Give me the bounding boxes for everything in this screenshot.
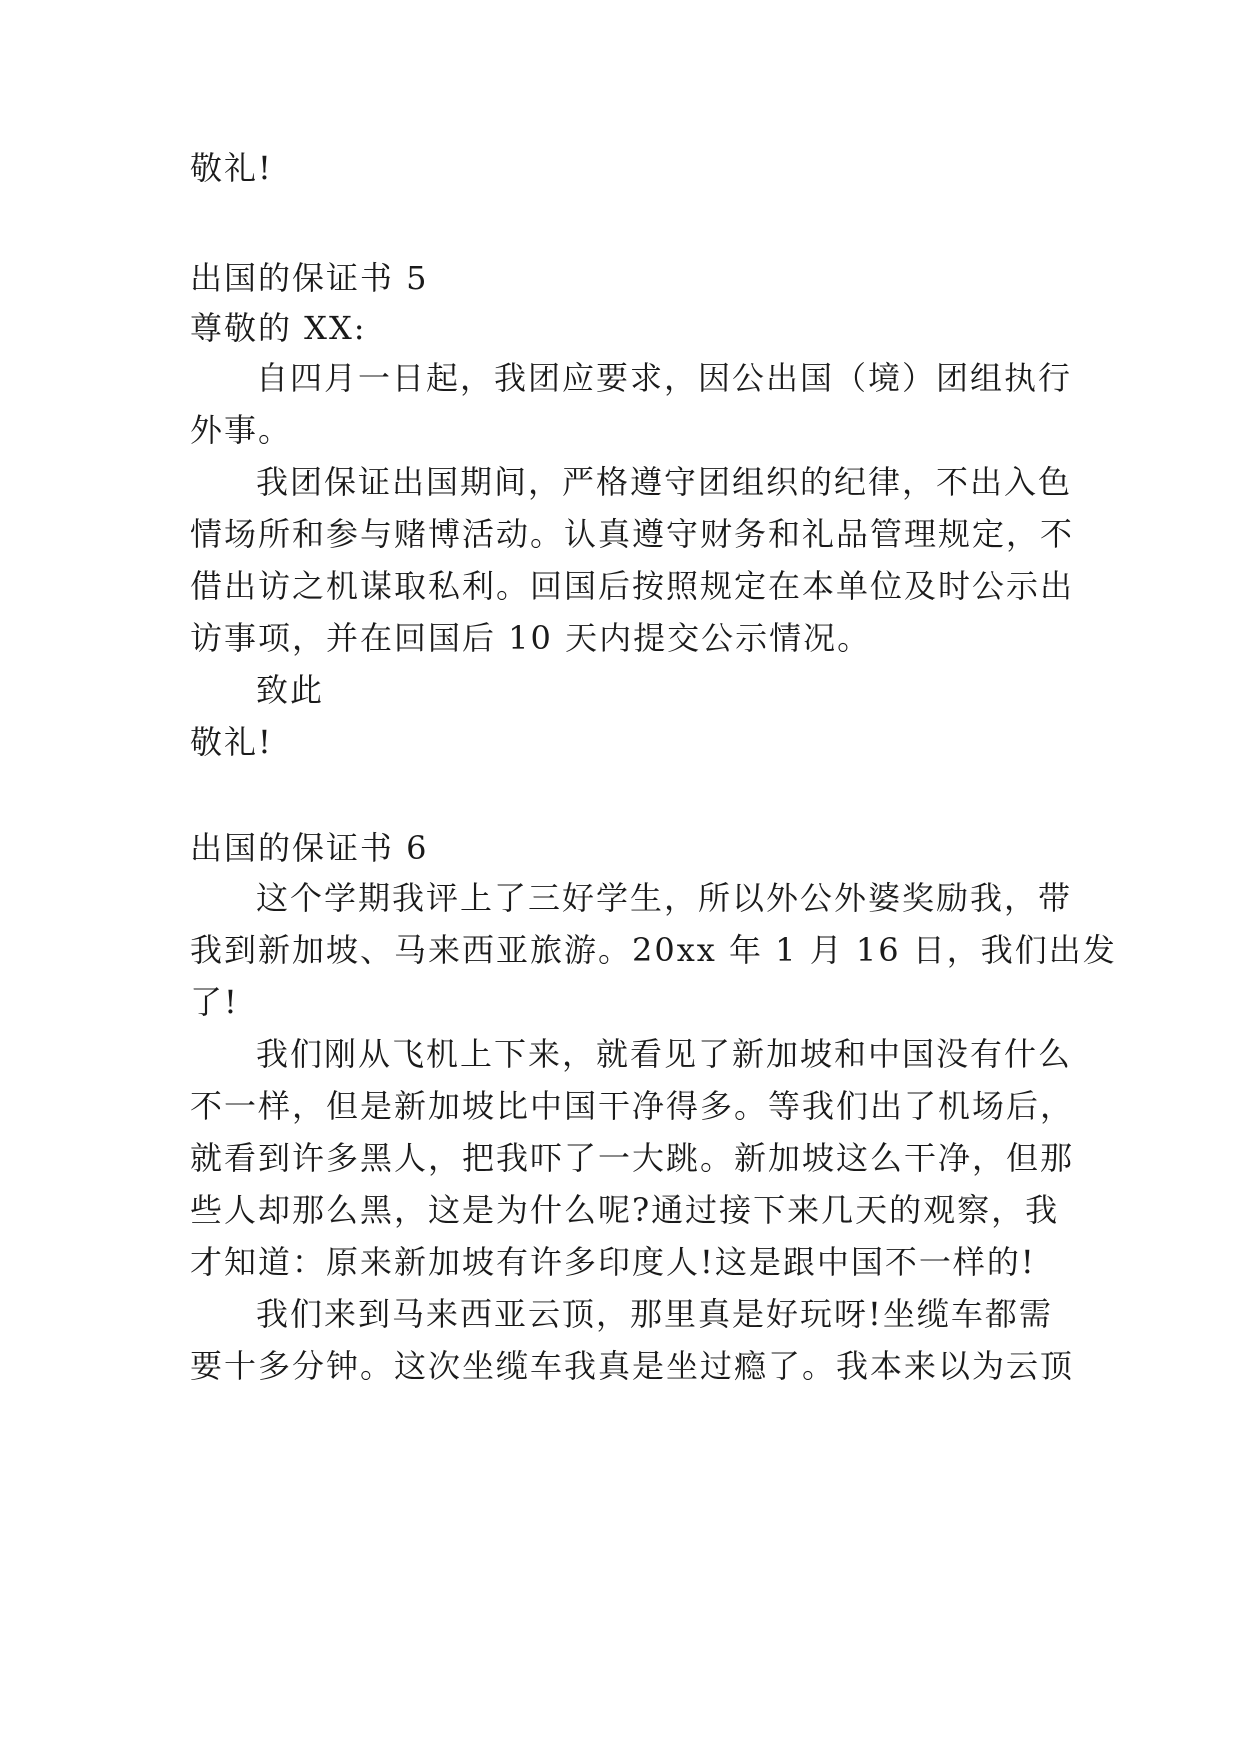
paragraph-line: 我们来到马来西亚云顶，那里真是好玩呀!坐缆车都需 [256,1295,1053,1333]
paragraph-line: 外事。 [190,411,293,449]
paragraph-line: 了! [190,983,239,1021]
paragraph-line: 才知道：原来新加坡有许多印度人!这是跟中国不一样的! [190,1243,1036,1281]
paragraph-line: 自四月一日起，我团应要求，因公出国（境）团组执行 [256,359,1073,397]
paragraph-line: 这个学期我评上了三好学生，所以外公外婆奖励我，带 [256,879,1073,917]
paragraph-line: 情场所和参与赌博活动。认真遵守财务和礼品管理规定，不 [190,515,1075,553]
zhici-line: 致此 [256,671,325,709]
paragraph-line: 我们刚从飞机上下来，就看见了新加坡和中国没有什么 [256,1035,1073,1073]
salutation: 尊敬的 XX: [190,309,367,347]
paragraph-line: 就看到许多黑人，把我吓了一大跳。新加坡这么干净，但那 [190,1139,1075,1177]
section-title: 出国的保证书 6 [190,829,429,867]
paragraph-line: 我团保证出国期间，严格遵守团组织的纪律，不出入色 [256,463,1073,501]
closing-line: 敬礼! [190,149,273,187]
paragraph-line: 些人却那么黑，这是为什么呢?通过接下来几天的观察，我 [190,1191,1060,1229]
section-title: 出国的保证书 5 [190,259,429,297]
paragraph-line: 借出访之机谋取私利。回国后按照规定在本单位及时公示出 [190,567,1075,605]
paragraph-line: 访事项，并在回国后 10 天内提交公示情况。 [190,619,872,657]
closing-line: 敬礼! [190,723,273,761]
paragraph-line: 要十多分钟。这次坐缆车我真是坐过瘾了。我本来以为云顶 [190,1347,1075,1385]
paragraph-line: 不一样，但是新加坡比中国干净得多。等我们出了机场后， [190,1087,1075,1125]
paragraph-line: 我到新加坡、马来西亚旅游。20xx 年 1 月 16 日，我们出发 [190,931,1117,969]
